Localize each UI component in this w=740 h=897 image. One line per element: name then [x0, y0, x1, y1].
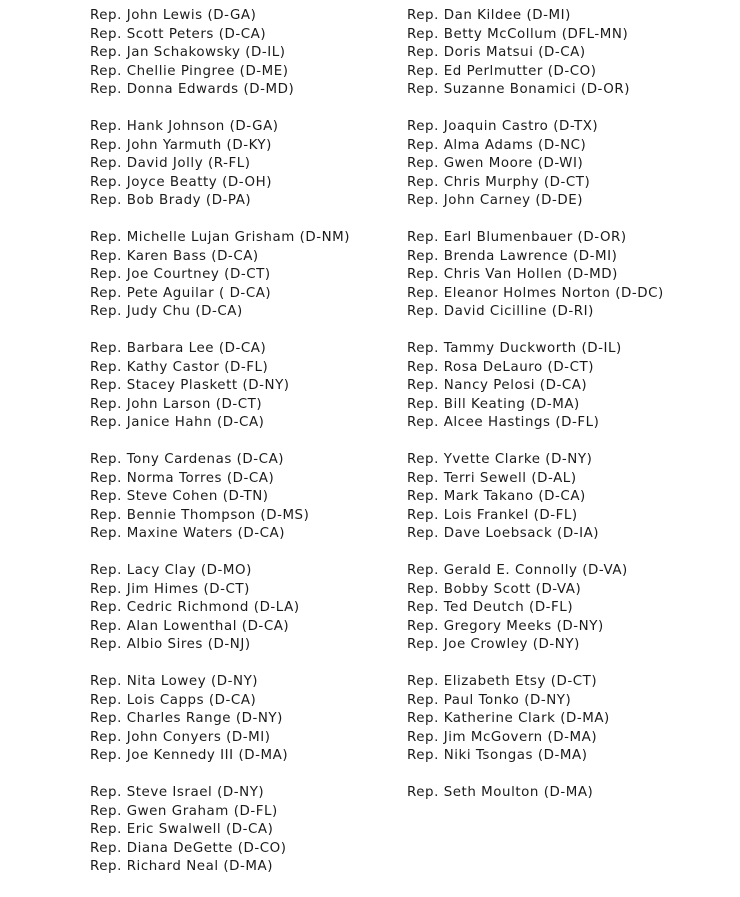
right-column — [407, 7, 664, 821]
representative-name: Rep. Bill Keating (D-MA) — [407, 396, 580, 412]
representative-name: Rep. Gwen Graham (D-FL) — [90, 803, 278, 819]
representative-name: Rep. Tammy Duckworth (D-IL) — [407, 341, 622, 356]
representative-name: Rep. John Conyers (D-MI) — [90, 729, 271, 745]
representative-name: Rep. Chellie Pingree (D-ME) — [90, 63, 289, 79]
representative-name: Rep. Kathy Castor (D-FL) — [90, 359, 269, 375]
representative-name: Rep. David Cicilline (D-RI) — [407, 304, 594, 319]
representative-name: Rep. Cedric Richmond (D-LA) — [90, 600, 300, 615]
representative-name: Rep. Earl Blumenbauer (D-OR) — [407, 230, 627, 245]
representative-name: Rep. Lacy Clay (D-MO) — [90, 563, 252, 578]
representative-name: Rep. Katherine Clark (D-MA) — [407, 711, 610, 726]
representative-group — [407, 340, 664, 433]
representative-name: Rep. Doris Matsui (D-CA) — [407, 45, 586, 60]
representative-group — [407, 451, 664, 544]
representative-group — [90, 784, 350, 877]
representative-name: Rep. Bob Brady (D-PA) — [90, 193, 252, 208]
representative-name: Rep. Jim Himes (D-CT) — [90, 581, 250, 597]
representative-name: Rep. Alcee Hastings (D-FL) — [407, 415, 600, 430]
representative-name: Rep. Hank Johnson (D-GA) — [90, 119, 279, 134]
representative-name: Rep. Gerald E. Connolly (D-VA) — [407, 563, 628, 578]
representative-group — [407, 562, 664, 655]
representative-name: Rep. John Lewis (D-GA) — [90, 8, 257, 23]
representative-group — [90, 7, 350, 100]
representative-name: Rep. Dave Loebsack (D-IA) — [407, 526, 600, 541]
representative-name: Rep. Charles Range (D-NY) — [90, 711, 283, 726]
representative-name: Rep. Joe Kennedy III (D-MA) — [90, 748, 289, 763]
representative-name: Rep. Chris Murphy (D-CT) — [407, 174, 591, 190]
representative-name: Rep. Alan Lowenthal (D-CA) — [90, 618, 290, 634]
representative-name: Rep. Mark Takano (D-CA) — [407, 489, 586, 504]
representative-group — [407, 118, 664, 211]
representative-group — [90, 229, 350, 322]
representative-name: Rep. Brenda Lawrence (D-MI) — [407, 248, 618, 264]
representative-name: Rep. Terri Sewell (D-AL) — [407, 470, 577, 486]
representative-name: Rep. Ted Deutch (D-FL) — [407, 600, 574, 615]
representative-group — [407, 784, 664, 803]
representative-group — [90, 673, 350, 766]
representative-name: Rep. Joyce Beatty (D-OH) — [90, 174, 272, 190]
representative-name: Rep. Chris Van Hollen (D-MD) — [407, 267, 618, 282]
representative-name: Rep. Norma Torres (D-CA) — [90, 470, 275, 486]
representative-name: Rep. Niki Tsongas (D-MA) — [407, 748, 588, 763]
representative-name: Rep. Gregory Meeks (D-NY) — [407, 618, 604, 634]
representative-name: Rep. Alma Adams (D-NC) — [407, 137, 587, 153]
representative-name: Rep. Bennie Thompson (D-MS) — [90, 507, 310, 523]
representative-name: Rep. Karen Bass (D-CA) — [90, 248, 259, 264]
representative-name: Rep. Ed Perlmutter (D-CO) — [407, 63, 597, 79]
representative-name: Rep. Lois Frankel (D-FL) — [407, 507, 578, 523]
representative-name: Rep. Jim McGovern (D-MA) — [407, 729, 598, 745]
left-column — [90, 7, 350, 895]
representative-name: Rep. Lois Capps (D-CA) — [90, 692, 257, 708]
representative-name: Rep. Gwen Moore (D-WI) — [407, 156, 584, 171]
representative-name: Rep. Richard Neal (D-MA) — [90, 859, 274, 874]
representative-name: Rep. Barbara Lee (D-CA) — [90, 341, 267, 356]
representative-name: Rep. Rosa DeLauro (D-CT) — [407, 359, 594, 375]
representative-name: Rep. Judy Chu (D-CA) — [90, 304, 243, 319]
representative-name: Rep. Seth Moulton (D-MA) — [407, 785, 594, 800]
representative-group — [407, 673, 664, 766]
representative-name: Rep. Stacey Plaskett (D-NY) — [90, 378, 290, 393]
representative-name: Rep. Tony Cardenas (D-CA) — [90, 452, 285, 467]
representative-name: Rep. John Carney (D-DE) — [407, 193, 584, 208]
representative-name: Rep. Jan Schakowsky (D-IL) — [90, 45, 286, 60]
representative-name: Rep. Nita Lowey (D-NY) — [90, 674, 259, 689]
representative-name: Rep. Michelle Lujan Grisham (D-NM) — [90, 230, 351, 245]
representative-group — [90, 118, 350, 211]
representative-name: Rep. Paul Tonko (D-NY) — [407, 692, 572, 708]
representative-name: Rep. David Jolly (R-FL) — [90, 156, 251, 171]
representative-name: Rep. John Yarmuth (D-KY) — [90, 137, 272, 153]
representative-group — [90, 562, 350, 655]
representative-name: Rep. Scott Peters (D-CA) — [90, 26, 267, 42]
representative-name: Rep. Bobby Scott (D-VA) — [407, 581, 582, 597]
representative-name: Rep. Elizabeth Etsy (D-CT) — [407, 674, 598, 689]
representative-group — [90, 451, 350, 544]
representative-name: Rep. Eleanor Holmes Norton (D-DC) — [407, 285, 664, 301]
representative-name: Rep. Steve Cohen (D-TN) — [90, 489, 269, 504]
representative-name: Rep. Yvette Clarke (D-NY) — [407, 452, 593, 467]
representative-group — [90, 340, 350, 433]
representative-name: Rep. Pete Aguilar ( D-CA) — [90, 285, 272, 301]
representative-name: Rep. Steve Israel (D-NY) — [90, 785, 265, 800]
representative-name: Rep. Joe Courtney (D-CT) — [90, 267, 271, 282]
representative-name: Rep. Janice Hahn (D-CA) — [90, 415, 265, 430]
representative-name: Rep. Maxine Waters (D-CA) — [90, 526, 286, 541]
representative-name: Rep. Joaquin Castro (D-TX) — [407, 119, 599, 134]
representative-group — [407, 7, 664, 100]
representative-name: Rep. Dan Kildee (D-MI) — [407, 8, 571, 23]
representative-name: Rep. Joe Crowley (D-NY) — [407, 637, 580, 652]
representative-group — [407, 229, 664, 322]
representative-name: Rep. Albio Sires (D-NJ) — [90, 637, 251, 652]
representative-name: Rep. Eric Swalwell (D-CA) — [90, 822, 274, 837]
representative-name: Rep. Donna Edwards (D-MD) — [90, 82, 295, 97]
representative-name: Rep. Nancy Pelosi (D-CA) — [407, 378, 588, 393]
representative-name: Rep. Diana DeGette (D-CO) — [90, 840, 287, 856]
representative-name: Rep. Suzanne Bonamici (D-OR) — [407, 82, 631, 97]
representative-name: Rep. Betty McCollum (DFL-MN) — [407, 26, 629, 42]
representative-name: Rep. John Larson (D-CT) — [90, 396, 263, 412]
